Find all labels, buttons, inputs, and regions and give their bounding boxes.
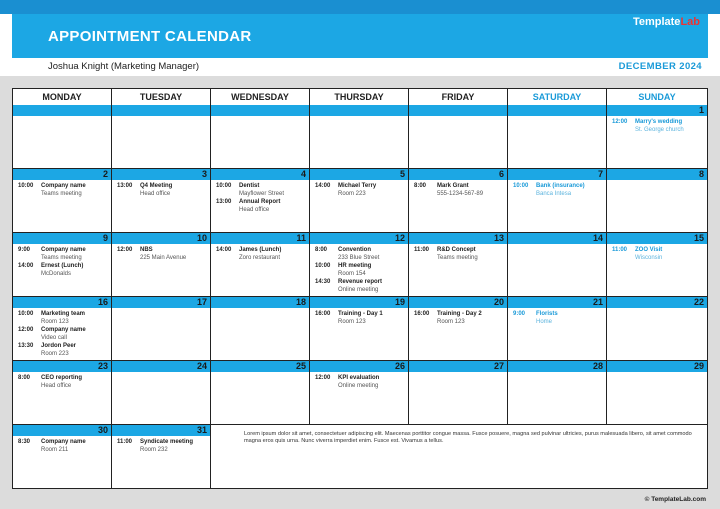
appointment-detail: Video call bbox=[41, 335, 67, 341]
appointment-detail: Room 123 bbox=[338, 319, 366, 325]
notes-text: Lorem ipsum dolor sit amet, consectetuer adipiscing elit. Maecenas porttitor congue massa. Fusce posuere, magna sed pulvinar ultricies, purus malesuada libero, sit amet commodo magna eros quis urna. Nunc viverra imperdiet enim. Fusce est. Vivamus a tellus. bbox=[244, 430, 692, 444]
appointment-detail: Mayflower Street bbox=[239, 191, 285, 197]
day-number bbox=[112, 105, 210, 116]
appointment-detail: Teams meeting bbox=[41, 255, 82, 261]
day-number: 11 bbox=[211, 233, 309, 244]
appointment-title: Convention bbox=[338, 247, 371, 253]
day-cell-6[interactable] bbox=[409, 169, 508, 233]
appointment-title: Company name bbox=[41, 327, 86, 333]
appointment-time: 12:00 bbox=[117, 247, 133, 253]
appointment-time: 9:00 bbox=[513, 311, 526, 317]
day-number: 28 bbox=[508, 361, 606, 372]
appointment-title: Company name bbox=[41, 183, 86, 189]
appointment-time: 13:30 bbox=[18, 343, 34, 349]
day-cell-3[interactable] bbox=[112, 169, 211, 233]
appointment-time: 13:00 bbox=[216, 199, 232, 205]
appointment-entry[interactable] bbox=[315, 247, 406, 263]
appointment-detail: 225 Main Avenue bbox=[140, 255, 187, 261]
appointment-entry[interactable] bbox=[18, 247, 109, 263]
appointment-entry[interactable] bbox=[414, 311, 505, 327]
appointment-title: KPI evaluation bbox=[338, 375, 380, 381]
sub-header bbox=[12, 58, 708, 76]
appointment-detail: Teams meeting bbox=[437, 255, 478, 261]
appointment-title: Company name bbox=[41, 439, 86, 445]
page-title: APPOINTMENT CALENDAR bbox=[48, 28, 252, 45]
appointment-title: Training - Day 1 bbox=[338, 311, 383, 317]
month-label: DECEMBER 2024 bbox=[618, 61, 702, 72]
appointment-detail: Room 123 bbox=[437, 319, 465, 325]
day-cell-18[interactable] bbox=[211, 297, 310, 361]
day-cell-10[interactable] bbox=[112, 233, 211, 297]
appointment-time: 8:00 bbox=[414, 183, 427, 189]
appointment-entry[interactable] bbox=[315, 311, 406, 327]
day-number: 17 bbox=[112, 297, 210, 308]
appointment-time: 10:00 bbox=[513, 183, 529, 189]
appointment-entry[interactable] bbox=[414, 183, 505, 199]
day-header-tuesday: TUESDAY bbox=[112, 89, 211, 105]
day-cell-7[interactable] bbox=[508, 169, 607, 233]
day-number bbox=[508, 105, 606, 116]
appointment-detail: Teams meeting bbox=[41, 191, 82, 197]
day-number: 15 bbox=[607, 233, 707, 244]
appointment-detail: Room 232 bbox=[140, 447, 168, 453]
appointment-title: NBS bbox=[140, 247, 153, 253]
notes-section bbox=[244, 421, 704, 487]
day-number: 24 bbox=[112, 361, 210, 372]
appointment-entry[interactable] bbox=[18, 439, 109, 455]
templatelab-logo: TemplateLab bbox=[632, 16, 700, 28]
appointment-time: 11:00 bbox=[612, 247, 628, 253]
appointment-detail: Room 211 bbox=[41, 447, 69, 453]
appointment-title: Bank (insurance) bbox=[536, 183, 585, 189]
appointment-time: 8:30 bbox=[18, 439, 31, 445]
day-cell-empty[interactable] bbox=[409, 105, 508, 169]
appointment-title: Marry's wedding bbox=[635, 119, 683, 125]
appointment-title: CEO reporting bbox=[41, 375, 83, 381]
day-header-monday: MONDAY bbox=[13, 89, 112, 105]
day-cell-30[interactable] bbox=[13, 425, 112, 489]
appointment-title: James (Lunch) bbox=[239, 247, 282, 253]
appointment-time: 10:00 bbox=[18, 311, 34, 317]
appointment-detail: Home bbox=[536, 319, 553, 325]
appointment-time: 8:00 bbox=[18, 375, 31, 381]
calendar-grid bbox=[12, 88, 708, 489]
day-cell-19[interactable] bbox=[310, 297, 409, 361]
day-number: 8 bbox=[607, 169, 707, 180]
appointment-detail: Online meeting bbox=[338, 383, 379, 389]
day-cell-25[interactable] bbox=[211, 361, 310, 425]
day-cell-empty[interactable] bbox=[211, 105, 310, 169]
appointment-time: 12:00 bbox=[612, 119, 628, 125]
appointment-time: 14:00 bbox=[18, 263, 34, 269]
day-cell-17[interactable] bbox=[112, 297, 211, 361]
day-cell-29[interactable] bbox=[607, 361, 707, 425]
day-number bbox=[13, 105, 111, 116]
appointment-entry[interactable] bbox=[18, 183, 109, 199]
appointment-entry[interactable] bbox=[117, 439, 208, 455]
appointment-detail: Wisconsin bbox=[635, 255, 663, 261]
person-name: Joshua Knight (Marketing Manager) bbox=[48, 61, 200, 72]
day-cell-empty[interactable] bbox=[112, 105, 211, 169]
day-cell-9[interactable] bbox=[13, 233, 112, 297]
appointment-detail: Room 123 bbox=[41, 319, 69, 325]
day-number: 26 bbox=[310, 361, 408, 372]
day-cell-24[interactable] bbox=[112, 361, 211, 425]
appointment-title: R&D Concept bbox=[437, 247, 476, 253]
appointment-entry[interactable] bbox=[513, 183, 604, 199]
appointment-entry[interactable] bbox=[315, 263, 406, 279]
top-strip bbox=[0, 0, 720, 14]
appointment-title: ZOO Visit bbox=[635, 247, 663, 253]
appointment-entry[interactable] bbox=[117, 247, 208, 263]
appointment-entry[interactable] bbox=[18, 327, 109, 343]
day-number: 20 bbox=[409, 297, 507, 308]
day-number: 27 bbox=[409, 361, 507, 372]
appointment-title: Company name bbox=[41, 247, 86, 253]
day-header-sunday: SUNDAY bbox=[638, 92, 676, 102]
appointment-detail: Banca Intesa bbox=[536, 191, 572, 197]
day-cell-1[interactable] bbox=[607, 105, 707, 169]
appointment-entry[interactable] bbox=[117, 183, 208, 199]
appointment-title: HR meeting bbox=[338, 263, 372, 269]
appointment-time: 10:00 bbox=[18, 183, 34, 189]
appointment-detail: Room 223 bbox=[41, 351, 69, 357]
day-number: 21 bbox=[508, 297, 606, 308]
day-header-thursday: THURSDAY bbox=[310, 89, 409, 105]
appointment-time: 11:00 bbox=[414, 247, 430, 253]
day-number: 7 bbox=[508, 169, 606, 180]
day-cell-empty[interactable] bbox=[13, 105, 112, 169]
day-cell-21[interactable] bbox=[508, 297, 607, 361]
day-header-saturday: SATURDAY bbox=[508, 89, 607, 105]
day-number bbox=[211, 105, 309, 116]
day-cell-4[interactable] bbox=[211, 169, 310, 233]
appointment-entry[interactable] bbox=[513, 311, 604, 327]
appointment-time: 10:00 bbox=[216, 183, 232, 189]
day-header-wednesday: WEDNESDAY bbox=[211, 89, 310, 105]
day-cell-15[interactable] bbox=[607, 233, 707, 297]
day-cell-11[interactable] bbox=[211, 233, 310, 297]
day-number: 25 bbox=[211, 361, 309, 372]
day-number: 2 bbox=[13, 169, 111, 180]
day-cell-14[interactable] bbox=[508, 233, 607, 297]
appointment-title: Jordon Peer bbox=[41, 343, 77, 349]
appointment-detail: 233 Blue Street bbox=[338, 255, 380, 261]
day-number: 30 bbox=[13, 425, 111, 436]
day-cell-5[interactable] bbox=[310, 169, 409, 233]
day-number: 6 bbox=[409, 169, 507, 180]
day-cell-26[interactable] bbox=[310, 361, 409, 425]
appointment-title: Annual Report bbox=[239, 199, 281, 205]
day-number: 3 bbox=[112, 169, 210, 180]
day-number: 10 bbox=[112, 233, 210, 244]
appointment-entry[interactable] bbox=[216, 199, 307, 215]
appointment-entry[interactable] bbox=[18, 311, 109, 327]
appointment-entry[interactable] bbox=[18, 343, 109, 359]
appointment-detail: Room 223 bbox=[338, 191, 366, 197]
appointment-detail: Zoro restaurant bbox=[239, 255, 281, 261]
day-number: 22 bbox=[607, 297, 707, 308]
appointment-entry[interactable] bbox=[216, 247, 307, 263]
appointment-detail: Head office bbox=[41, 383, 72, 389]
appointment-entry[interactable] bbox=[216, 183, 307, 199]
appointment-title: Mark Grant bbox=[437, 183, 469, 189]
footer-credit: © TemplateLab.com bbox=[644, 496, 706, 503]
appointment-detail: Head office bbox=[239, 207, 270, 213]
day-number: 4 bbox=[211, 169, 309, 180]
appointment-time: 14:30 bbox=[315, 279, 331, 285]
day-cell-empty[interactable] bbox=[310, 105, 409, 169]
appointment-title: Revenue report bbox=[338, 279, 383, 285]
appointment-detail: St. George church bbox=[635, 127, 684, 133]
day-cell-28[interactable] bbox=[508, 361, 607, 425]
day-number: 18 bbox=[211, 297, 309, 308]
appointment-entry[interactable] bbox=[414, 247, 505, 263]
appointment-title: Ernest (Lunch) bbox=[41, 263, 84, 269]
day-number: 31 bbox=[112, 425, 210, 436]
day-number: 23 bbox=[13, 361, 111, 372]
appointment-detail: Online meeting bbox=[338, 287, 379, 293]
day-cell-12[interactable] bbox=[310, 233, 409, 297]
day-header-friday: FRIDAY bbox=[409, 89, 508, 105]
appointment-entry[interactable] bbox=[315, 183, 406, 199]
day-cell-20[interactable] bbox=[409, 297, 508, 361]
appointment-title: Syndicate meeting bbox=[140, 439, 194, 445]
appointment-detail: McDonalds bbox=[41, 271, 72, 277]
appointment-entry[interactable] bbox=[612, 119, 704, 135]
appointment-entry[interactable] bbox=[18, 375, 109, 391]
day-number: 13 bbox=[409, 233, 507, 244]
appointment-time: 14:00 bbox=[216, 247, 232, 253]
header-bar bbox=[12, 14, 708, 58]
appointment-entry[interactable] bbox=[612, 247, 704, 263]
appointment-time: 10:00 bbox=[315, 263, 331, 269]
day-number: 9 bbox=[13, 233, 111, 244]
day-number: 19 bbox=[310, 297, 408, 308]
day-number bbox=[409, 105, 507, 116]
day-cell-31[interactable] bbox=[112, 425, 211, 489]
appointment-title: Florists bbox=[536, 311, 558, 317]
appointment-title: Q4 Meeting bbox=[140, 183, 173, 189]
day-number: 5 bbox=[310, 169, 408, 180]
appointment-detail: 555-1234-567-89 bbox=[437, 191, 484, 197]
day-cell-empty[interactable] bbox=[508, 105, 607, 169]
day-cell-16[interactable] bbox=[13, 297, 112, 361]
day-number: 29 bbox=[607, 361, 707, 372]
appointment-entry[interactable] bbox=[18, 263, 109, 279]
appointment-entry[interactable] bbox=[315, 375, 406, 391]
day-cell-13[interactable] bbox=[409, 233, 508, 297]
day-cell-27[interactable] bbox=[409, 361, 508, 425]
day-cell-8[interactable] bbox=[607, 169, 707, 233]
appointment-time: 16:00 bbox=[315, 311, 331, 317]
appointment-time: 8:00 bbox=[315, 247, 328, 253]
day-cell-2[interactable] bbox=[13, 169, 112, 233]
appointment-time: 9:00 bbox=[18, 247, 31, 253]
appointment-title: Michael Terry bbox=[338, 183, 377, 189]
day-number: 12 bbox=[310, 233, 408, 244]
day-number bbox=[310, 105, 408, 116]
appointment-time: 16:00 bbox=[414, 311, 430, 317]
day-cell-23[interactable] bbox=[13, 361, 112, 425]
appointment-detail: Head office bbox=[140, 191, 171, 197]
appointment-detail: Room 154 bbox=[338, 271, 366, 277]
day-number: 14 bbox=[508, 233, 606, 244]
day-number: 16 bbox=[13, 297, 111, 308]
day-cell-22[interactable] bbox=[607, 297, 707, 361]
appointment-time: 13:00 bbox=[117, 183, 133, 189]
appointment-title: Dentist bbox=[239, 183, 260, 189]
appointment-time: 11:00 bbox=[117, 439, 133, 445]
appointment-title: Training - Day 2 bbox=[437, 311, 482, 317]
day-number: 1 bbox=[607, 105, 707, 116]
appointment-entry[interactable] bbox=[315, 279, 406, 295]
appointment-time: 12:00 bbox=[315, 375, 331, 381]
appointment-time: 12:00 bbox=[18, 327, 34, 333]
appointment-time: 14:00 bbox=[315, 183, 331, 189]
appointment-title: Marketing team bbox=[41, 311, 86, 317]
